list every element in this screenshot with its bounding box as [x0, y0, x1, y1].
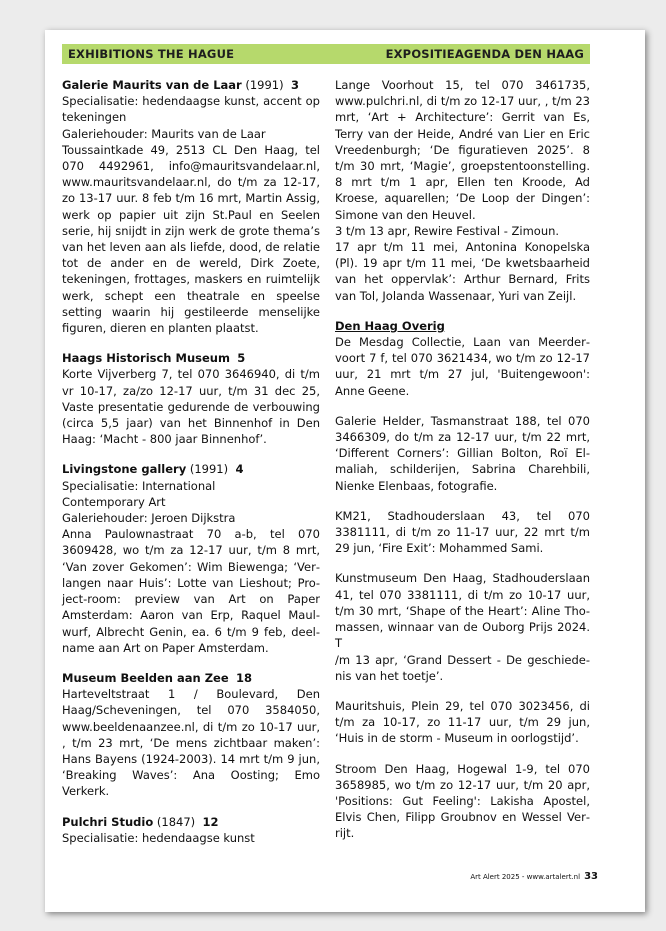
gallery-heading [62, 350, 320, 366]
gallery-year: (1847) [156, 814, 196, 829]
venue-info: Mauritshuis, Plein 29, tel 070 3023456, di t/m za 10-17, zo 11-17 uur, t/m 29 jun, ‘Huis in de storm - Museum in oorlogstijd’. [335, 698, 590, 746]
gallery-info: Anna Paulownastraat 70 a-b, tel 070 3609428, wo t/m za 12-17 uur, t/m 8 mrt, ‘Van zover Gekomen’: Wim Biewenga; ‘Verlangen naar Huis’: Lotte van Lieshout; Project-room: preview van Art on Paper Amsterdam: Aaron van Erp, Raquel Maulwurf, Albrecht Genin, ea. 6 t/m 9 feb, deelname aan Art on Paper Amsterdam. [62, 527, 320, 655]
page-number: 33 [584, 871, 598, 882]
gallery-name: Pulchri Studio [62, 814, 154, 829]
gallery-heading [62, 670, 320, 686]
continuation-paragraph: 17 apr t/m 11 mei, Antonina Konopelska (Pl). 19 apr t/m 11 mei, ‘De kwetsbaarheid van het oppervlak’: Arthur Bernard, Frits van Tol, Jolanda Wassenaar, Yuri van Zeijl. [335, 240, 590, 303]
gallery-info: Specialisatie: International [62, 478, 216, 493]
gallery-name: Haags Historisch Museum [62, 351, 230, 366]
gallery-entry [62, 814, 320, 846]
continuation-paragraph: Lange Voorhout 15, tel 070 3461735, www.pulchri.nl, di t/m zo 12-17 uur, , t/m 23 mrt, ‘Art + Architecture’: Gerrit van Es, Terry van der Heide, André van Lier en Eric Vreedenburgh; ‘De figuratieven 2025’. 8 t/m 30 mrt, ‘Magie’, groepstentoonstelling. 8 mrt t/m 1 apr, Ellen ten Kroode, Ad Kroese, aquarellen; ‘De Loop der Dingen’: Simone van den Heuvel. [335, 78, 590, 222]
map-number: 18 [235, 670, 252, 685]
gallery-entry [62, 670, 320, 800]
gallery-heading [62, 77, 320, 93]
map-number: 4 [235, 462, 244, 477]
venue-entry [335, 508, 590, 557]
gallery-info: Contemporary Art [62, 494, 166, 509]
gallery-info: Korte Vijverberg 7, tel 070 3646940, di t/m vr 10-17, za/zo 12-17 uur, t/m 31 dec 25, Vaste presentatie gedurende de verbouwing (circa 5,5 jaar) van het Binnenhof in Den Haag: ‘Macht - 800 jaar Binnenhof’. [62, 367, 320, 447]
gallery-year: (1991) [189, 462, 229, 477]
venue-entry [335, 698, 590, 747]
gallery-name: Museum Beelden aan Zee [62, 670, 229, 685]
section-heading: Den Haag Overig [335, 318, 445, 333]
magazine-page [45, 30, 645, 912]
map-number: 3 [290, 78, 299, 92]
gallery-info: Specialisatie: hedendaagse kunst [62, 830, 255, 845]
venue-info: /m 13 apr, ‘Grand Dessert - De geschiedenis van het toetje’. [335, 652, 590, 683]
gallery-name: Galerie Maurits van de Laar [62, 78, 242, 92]
gallery-info: Galeriehouder: Jeroen Dijkstra [62, 511, 236, 526]
gallery-heading [62, 461, 320, 477]
gallery-year: (1991) [245, 78, 284, 92]
venue-entry [335, 570, 590, 683]
venue-info: KM21, Stadhouderslaan 43, tel 070 3381111, di t/m zo 11-17 uur, 22 mrt t/m 29 jun, ‘Fire Exit’: Mohammed Sami. [335, 508, 590, 556]
continuation-entry [335, 77, 590, 304]
gallery-info: Toussaintkade 49, 2513 CL Den Haag, tel 070 4492961, info@mauritsvandelaar.nl, www.mauritsvandelaar.nl, do t/m za 12-17, zo 13-17 uur. 8 feb t/m 16 mrt, Martin Assig, werk op papier uit zijn St.Paul en Seelen serie, hij snijdt in zijn werk de grote thema’s van het leven aan als liefde, dood, de relatie tot de ander en de wereld, Dirk Zoete, tekeningen, frottages, maskers en ruimtelijk werk, schept een theatrale en speelse setting waarin hij gestileerde menselijke figuren, dieren en planten plaatst. [62, 142, 320, 336]
map-number: 12 [202, 814, 219, 829]
gallery-heading [62, 814, 320, 830]
venue-info: Galerie Helder, Tasmanstraat 188, tel 070 3466309, do t/m za 12-17 uur, t/m 22 mrt, ‘Different Corners’: Gillian Bolton, Roï Elmaliah, schilderijen, Sabrina Charehbili, Nienke Elenbaas, fotografie. [335, 413, 590, 493]
gallery-info: Galeriehouder: Maurits van de Laar [62, 126, 266, 141]
gallery-info: Harteveltstraat 1 / Boulevard, Den Haag/Scheveningen, tel 070 3584050, www.beeldenaanzee.nl, di t/m zo 10-17 uur, , t/m 23 mrt, ‘De mens zichtbaar maken’: Hans Bayens (1924-2003). 14 mrt t/m 9 jun, ‘Breaking Waves’: Ana Oosting; Emo Verkerk. [62, 687, 320, 799]
venue-info: Stroom Den Haag, Hogewal 1-9, tel 070 3658985, wo t/m zo 12-17 uur, t/m 20 apr, 'Positions: Gut Feeling': Lakisha Apostel, Elvis Chen, Filipp Groubnov en Wessel Verrijt. [335, 761, 590, 841]
right-column [335, 77, 590, 856]
venue-entry [335, 761, 590, 842]
page-footer [470, 871, 598, 882]
banner-left-title: EXHIBITIONS THE HAGUE [68, 47, 235, 61]
gallery-entry [62, 461, 320, 655]
venue-entry [335, 334, 590, 399]
continuation-paragraph: 3 t/m 13 apr, Rewire Festival - Zimoun. [335, 223, 560, 238]
gallery-entry [62, 350, 320, 447]
venue-info: Kunstmuseum Den Haag, Stadhouderslaan 41, tel 070 3381111, di t/m zo 10-17 uur, t/m 30 mrt, ‘Shape of the Heart’: Aline Thomassen, winnaar van de Ouborg Prijs 2024. T [335, 571, 590, 651]
gallery-info: Specialisatie: hedendaagse kunst, accent op tekeningen [62, 94, 320, 125]
venue-entry [335, 413, 590, 494]
gallery-name: Livingstone gallery [62, 462, 187, 477]
map-number: 5 [237, 351, 246, 366]
section-banner [62, 44, 590, 64]
left-column [62, 77, 320, 860]
section-entries [335, 334, 590, 841]
venue-info: De Mesdag Collectie, Laan van Meerdervoort 7 f, tel 070 3621434, wo t/m zo 12-17 uur, 21 mrt t/m 27 jul, 'Buitengewoon': Anne Geene. [335, 335, 590, 398]
banner-right-title: EXPOSITIEAGENDA DEN HAAG [385, 47, 584, 61]
footer-source: Art Alert 2025 - www.artalert.nl [470, 873, 581, 881]
gallery-entry [62, 77, 320, 336]
